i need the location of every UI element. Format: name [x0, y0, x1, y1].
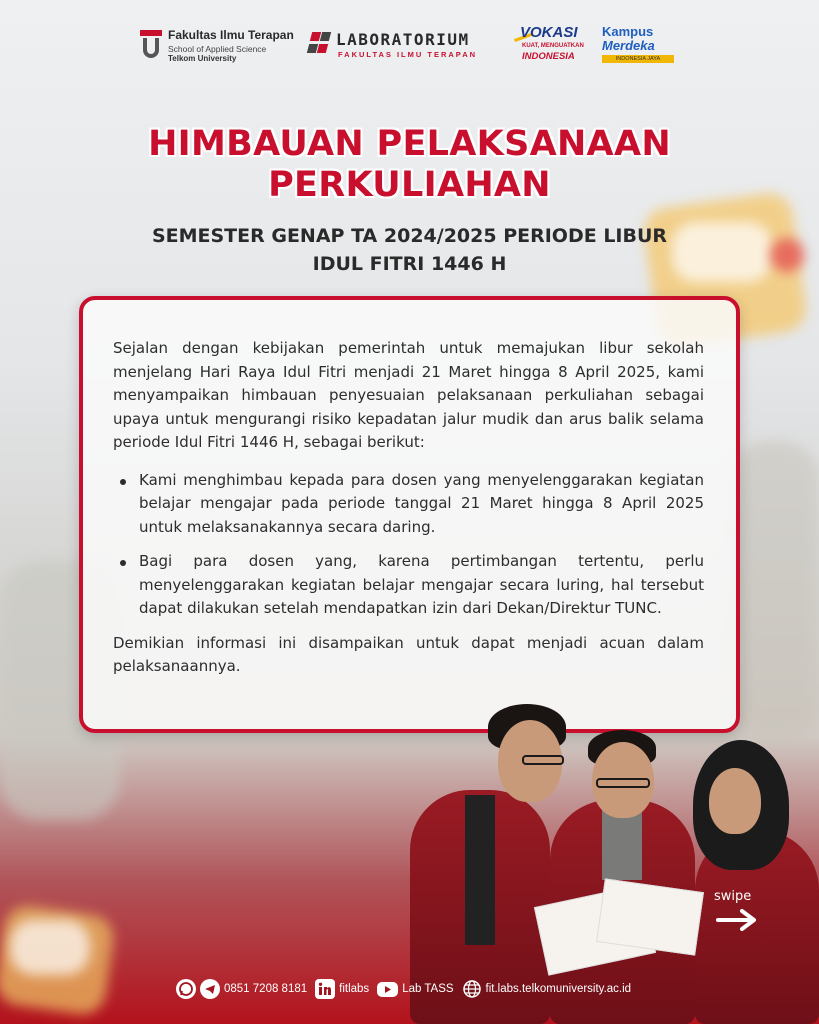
footer-phone[interactable]: 0851 7208 8181: [224, 983, 308, 995]
paper-document: [596, 878, 704, 955]
page-subtitle: [0, 222, 819, 278]
list-item: Bagi para dosen yang, karena pertimbangan tertentu, perlu menyelenggarakan kegiatan belajar mengajar secara luring, hal tersebut dapat dilakukan setelah mendapatkan izin dari Dekan/Direktur TUNC.: [113, 550, 704, 621]
page-title-line1: HIMBAUAN PELAKSANAAN: [148, 124, 671, 164]
announcement-points: [113, 469, 704, 621]
announcement-card: [79, 296, 740, 733]
footer-youtube[interactable]: Lab TASS: [402, 983, 454, 995]
kampus-merdeka-line1: Kampus: [602, 24, 654, 39]
page-title: [0, 124, 819, 206]
telkom-u-icon: [140, 30, 162, 60]
logo-bar: [0, 24, 819, 66]
students-photo: [400, 700, 819, 1024]
fit-logo-subname: School of Applied Science: [168, 44, 267, 54]
page-title-line2: PERKULIAHAN: [268, 165, 551, 205]
footer-contacts: [176, 977, 639, 1001]
kampus-merdeka-tagline: INDONESIA JAYA: [602, 55, 674, 63]
vokasi-logo-tagline: KUAT, MENGUATKAN: [522, 43, 584, 49]
page-subtitle-line1: SEMESTER GENAP TA 2024/2025 PERIODE LIBUR: [151, 225, 668, 247]
telegram-icon[interactable]: [200, 979, 220, 999]
footer-website[interactable]: fit.labs.telkomuniversity.ac.id: [485, 983, 632, 995]
fit-logo-name: Fakultas Ilmu Terapan: [168, 28, 294, 42]
announcement-intro: Sejalan dengan kebijakan pemerintah untuk memajukan libur sekolah menjelang Hari Raya Idul Fitri menjadi 21 Maret hingga 8 April 2025, kami menyampaikan himbauan penyesuaian pelaksanaan perkuliahan sebagai upaya untuk mengurangi risiko kepadatan jalur mudik dan arus balik selama periode Idul Fitri 1446 H, sebagai berikut:: [113, 339, 704, 451]
vokasi-logo-name: VOKASI: [520, 24, 578, 41]
kampus-merdeka-logo: [602, 24, 682, 66]
whatsapp-icon[interactable]: [176, 979, 196, 999]
swipe-label: swipe: [714, 889, 752, 904]
laboratorium-logo: [308, 24, 498, 66]
laboratorium-logo-name: LABORATORIUM: [336, 30, 470, 49]
fit-logo-university: Telkom University: [168, 54, 237, 63]
vokasi-logo: [520, 24, 594, 66]
arrow-right-icon: [716, 909, 758, 931]
globe-icon[interactable]: [462, 979, 482, 999]
swipe-hint[interactable]: [714, 889, 764, 939]
background-envelope-blur: [10, 920, 90, 975]
background-blur: [730, 440, 819, 740]
page-subtitle-line2: IDUL FITRI 1446 H: [312, 253, 507, 275]
kampus-merdeka-line2: Merdeka: [602, 38, 655, 53]
laboratorium-logo-subname: FAKULTAS ILMU TERAPAN: [338, 50, 478, 59]
fit-logo: [140, 24, 302, 66]
vokasi-logo-country: INDONESIA: [522, 51, 575, 62]
announcement-closing: Demikian informasi ini disampaikan untuk dapat menjadi acuan dalam pelaksanaannya.: [113, 633, 704, 675]
linkedin-icon[interactable]: [315, 979, 335, 999]
youtube-icon[interactable]: [377, 982, 398, 997]
list-item: Kami menghimbau kepada para dosen yang menyelenggarakan kegiatan belajar mengajar pada periode tanggal 21 Maret hingga 8 April 2025 untuk melaksanakannya secara daring.: [113, 469, 704, 540]
laboratorium-mark-icon: [308, 32, 330, 56]
footer-linkedin[interactable]: fitlabs: [339, 983, 370, 995]
